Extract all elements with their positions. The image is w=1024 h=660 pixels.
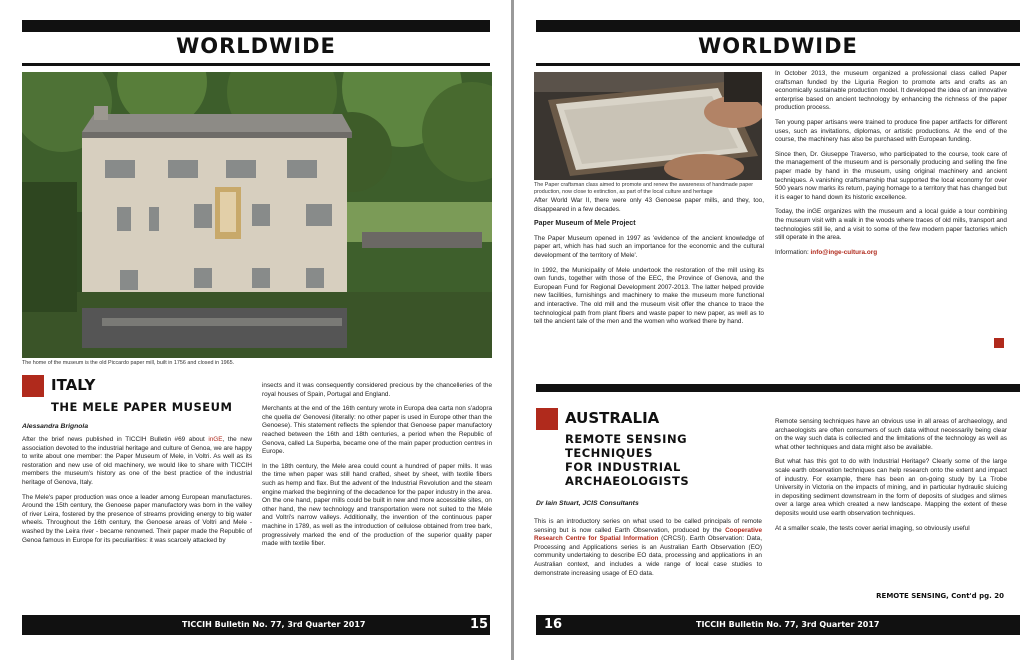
page-number: 16 — [544, 617, 563, 632]
info-line — [775, 249, 1007, 258]
paragraph: Today, the inGE organizes with the museum and a local guide a tour combining the museum visit with a walk in the woods where traces of old mills, transport and technologies still lie, and a visit to some of the few modern paper factories which still operate in the area. — [775, 208, 1007, 242]
left-column-1 — [22, 436, 252, 612]
inge-link[interactable]: inGE — [208, 436, 223, 443]
article-subtitle-line3: FOR INDUSTRIAL — [565, 460, 681, 474]
paragraph: In 1992, the Municipality of Mele undertook the restoration of the mill using its own funds, together with those of the EEC, the Province of Genova, and the European Fund for Regional Development 2007-2013. The latter helped provide new facilities, furnishings and machinery to make the museum more functional and interactive. The old mill and the museum visit offer the chance to trace the technological path from plant fibers and waste paper to new paper, as well as to tell the ancient tale of the men and the women who worked there by hand. — [534, 266, 764, 326]
article-subtitle-line4: ARCHAEOLOGISTS — [565, 474, 690, 488]
paragraph-text: , the new association devoted to the industrial heritage and culture of Genoa, we are happy to write about one member: the Paper Museum of Mele, in Voltri. As well as its restoration and new use of old machinery, we would like to share with TICCIH members the museum's history as one of the best practice of the industrial heritage of Genova, Italy. — [22, 436, 252, 486]
paragraph: At a smaller scale, the tests cover aerial imaging, so obviously useful — [775, 524, 970, 532]
paragraph: Since then, Dr. Giuseppe Traverso, who participated to the course, took care of the management of the museum and is personally producing and selling the fine paper made by hand in the museum, using original machinery and ancient techniques. A vanishing craftsmanship that supported the local economy for over 500 years now marks its return, paying homage to a territory that has changed but it is eager to hand down its historic excellence. — [775, 150, 1007, 201]
paragraph: insects and it was consequently considered precious by the chancelleries of the royal houses of Spain, Portugal and England. — [262, 382, 492, 398]
paragraph: The Mele's paper production was once a leader among European manufactures. Around the 15th century, the Genoese paper manufactory was born in the valley of river Leira, fostered by the presence of streams providing energy to big water wheels. Throughout the 16th century, the Genoese areas of Voltri and Mele - washed by the Leira river - became renowned. Their paper made the Republic of Genoa famous in Europe for its peculiarities: it was scarcely attacked by — [22, 493, 252, 544]
section-divider — [536, 384, 1020, 392]
article-subtitle: THE MELE PAPER MUSEUM — [51, 400, 233, 414]
subsection-heading: Paper Museum of Mele Project — [534, 220, 636, 228]
article-author: Alessandra Brignola — [22, 423, 89, 430]
paragraph-text: After the brief news published in TICCIH Bulletin #69 about — [22, 436, 209, 443]
section-marker — [536, 408, 558, 430]
section-header-title: WORLDWIDE — [698, 34, 858, 58]
section-title-italy: ITALY — [51, 376, 96, 394]
australia-column-2 — [775, 418, 1007, 584]
paragraph-text: (CRCSI). Earth Observation: Data, Processing and Applications series is an Australian Earth Observation (EO) community undertaking to describe EO data, processing and applications in an Australian context, and includes a wide range of local case studies to demonstrate increasing usage of EO data. — [534, 535, 762, 577]
photo-caption: The home of the museum is the old Piccardo paper mill, built in 1756 and closed in 1965. — [22, 360, 235, 366]
paragraph: Merchants at the end of the 16th century wrote in Europa dea carta non s'adopra che quella de' Genovesi (literally: no other paper is used in Europe other than the Genoese). This statement reflects the splendor that Genoese paper manufactory reached between the 16th and 18th centuries, a period when the Republic of Genova, called La Superba, became one of the main paper production centres in Europe. — [262, 405, 492, 456]
right-column-1 — [534, 197, 764, 377]
paragraph-text: This is an introductory series on what used to be called principals of remote sensing but is now called Earth Observation, produced by the — [534, 518, 762, 534]
australia-column-1 — [534, 518, 762, 610]
paragraph: The Paper Museum opened in 1997 as 'evidence of the ancient knowledge of paper art, which has had such an importance for the economic and the cultural development of the territory of Mele'. — [534, 234, 764, 259]
paragraph: Ten young paper artisans were trained to produce fine paper artifacts for different uses, such as invitations, diplomas, or artistic productions. At the end of the course, the machinery has also be purchased with European funding. — [775, 118, 1007, 144]
left-column-2 — [262, 382, 492, 612]
section-header-title: WORLDWIDE — [176, 34, 336, 58]
paper-craft-photo — [534, 72, 762, 180]
header-rule — [22, 63, 490, 66]
paragraph: But what has this got to do with Industrial Heritage? Clearly some of the large scale earth observation techniques can help research onto the extent and impact of industry. For example, there has been an on-going study by La Trobe University in Victoria on the impacts of mining, and in particular hydraulic sluicing in depositing sediment downstream in the form of deposits of sludges and slimes over a large area which created a new landscape. Mapping the extent of these deposits would use earth observation techniques. — [775, 458, 1007, 517]
paper-mill-photo — [22, 72, 492, 358]
section-title-australia: AUSTRALIA — [565, 409, 660, 427]
paragraph: In the 18th century, the Mele area could count a hundred of paper mills. It was the time when paper was still hand crafted, sheet by sheet, with textile fibers such as hemp and flax. But the advent of the Industrial Revolution and the steam engine marked the beginning of the decadence for the paper industry in the area. On the one hand, paper mills could be built in new and more accessible sites, on other hand, the new technology and transportation were not suited to the Mele and Voltri's narrow valleys. Additionally, the invention of the continuous paper machine in 1789, as well as the introduction of cellulose obtained from tree bark, progressively marked the end of the production of the superior quality paper made with textile fiber. — [262, 462, 492, 548]
info-email-link[interactable]: info@inge-cultura.org — [810, 248, 878, 256]
page-footer — [536, 615, 1020, 635]
section-marker — [22, 375, 44, 397]
paragraph: In October 2013, the museum organized a professional class called Paper craftsman funded by the Liguria Region to promote arts and crafts as an economically sustainable production model. It developed the idea of an innovative enterprise based on ancient technology by enhancing the richness of the paper production process. — [775, 70, 1007, 112]
article-subtitle-line2: TECHNIQUES — [565, 446, 653, 460]
paper-craft-illustration — [534, 72, 762, 180]
right-column-2 — [775, 70, 1007, 332]
header-bar — [536, 20, 1020, 32]
photo-caption: The Paper craftsman class aimed to promote and renew the awareness of handmade paper production, now close to extinction, as part of the local culture and heritage — [534, 182, 754, 195]
continued-note: REMOTE SENSING, Cont'd pg. 20 — [876, 592, 1004, 600]
paragraph: Remote sensing techniques have an obvious use in all areas of archaeology, and archaeologists are often consumers of such data without necessarily being clear on the way such data is collected and the limitations of the technology as well as what other techniques and data might also be available. — [775, 418, 1007, 451]
article-subtitle-line1: REMOTE SENSING — [565, 432, 688, 446]
footer-bulletin-text: TICCIH Bulletin No. 77, 3rd Quarter 2017 — [696, 620, 880, 629]
paper-mill-illustration — [22, 72, 492, 358]
article-author: Dr Iain Stuart, JCIS Consultants — [536, 500, 639, 507]
page-number: 15 — [470, 617, 489, 632]
crcsi-link[interactable]: Cooperative Research Centre for Spatial Information — [534, 526, 762, 543]
page-footer — [22, 615, 490, 635]
right-page — [514, 0, 1024, 660]
header-bar — [22, 20, 490, 32]
end-marker — [994, 338, 1004, 348]
header-rule — [536, 63, 1020, 66]
paragraph — [534, 518, 762, 578]
paragraph — [22, 436, 252, 488]
paragraph: After World War II, there were only 43 Genoese paper mills, and they, too, disappeared in a few decades. — [534, 197, 764, 213]
footer-bulletin-text: TICCIH Bulletin No. 77, 3rd Quarter 2017 — [182, 620, 366, 629]
info-label: Information: — [775, 248, 811, 256]
